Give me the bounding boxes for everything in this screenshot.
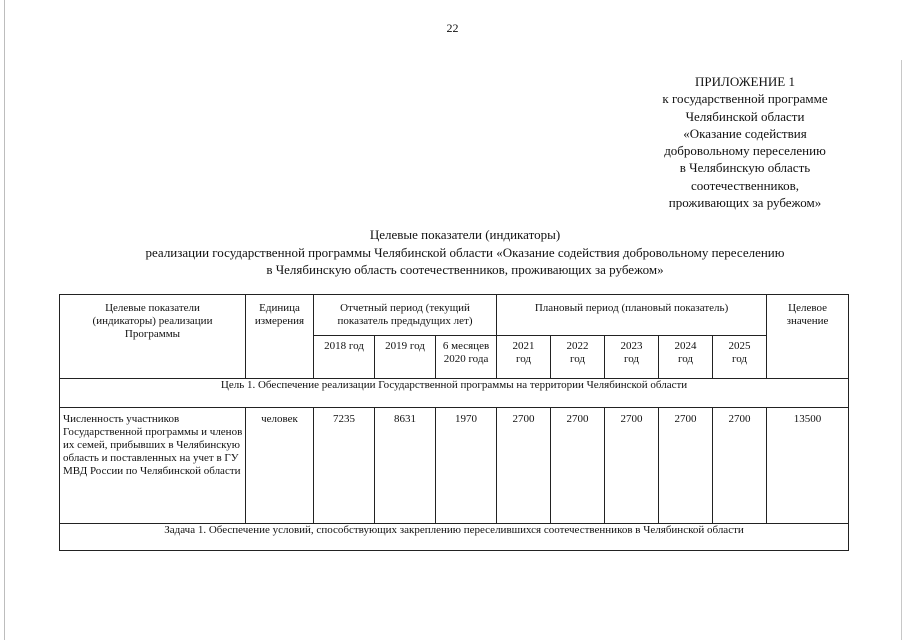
header-indicators <box>60 295 246 379</box>
year-cell: 2021 год <box>497 336 551 379</box>
header-unit <box>246 295 314 379</box>
appendix-line: в Челябинскую область <box>679 160 811 176</box>
appendix-heading: ПРИЛОЖЕНИЕ 1 <box>695 74 795 89</box>
year-cell: 2018 год <box>314 336 375 379</box>
appendix-line: Челябинской области <box>685 108 805 124</box>
indicators-table <box>59 294 849 551</box>
value-cell: 7235 <box>314 408 375 524</box>
page-number: 22 <box>446 21 459 35</box>
header-unit-text: Единица измерения <box>254 302 305 327</box>
target-cell: 13500 <box>767 408 849 524</box>
year-cell: 6 месяцев 2020 года <box>436 336 497 379</box>
indicator-name: Численность участников Государственной программы и членов их семей, прибывших в Челябинскую область и поставленных на учет в ГУ МВД России по Челябинской области <box>60 408 246 524</box>
task-row <box>60 524 849 551</box>
header-indicators-text: Целевые показатели (индикаторы) реализации Программы <box>92 302 213 340</box>
title-line: Целевые показатели (индикаторы) <box>369 227 561 242</box>
header-target-text: Целевое значение <box>786 302 829 327</box>
value-cell: 1970 <box>436 408 497 524</box>
scan-right-edge <box>901 60 902 640</box>
appendix-line: проживающих за рубежом» <box>668 195 822 211</box>
header-reporting-text: Отчетный период (текущий показатель предыдущих лет) <box>337 302 473 327</box>
value-cell: 2700 <box>551 408 605 524</box>
appendix-block <box>600 73 890 211</box>
year-cell: 2024 год <box>659 336 713 379</box>
header-reporting-period <box>314 295 497 336</box>
value-cell: 2700 <box>659 408 713 524</box>
year-cell: 2023 год <box>605 336 659 379</box>
appendix-line: соотечественников, <box>690 177 800 193</box>
year-cell: 2019 год <box>375 336 436 379</box>
header-row <box>60 295 849 336</box>
goal-row <box>60 379 849 408</box>
appendix-line: «Оказание содействия <box>683 125 807 141</box>
document-title <box>40 226 890 279</box>
title-line: реализации государственной программы Челябинской области «Оказание содействия добровольному переселению <box>145 244 785 260</box>
header-target <box>767 295 849 379</box>
value-cell: 8631 <box>375 408 436 524</box>
value-cell: 2700 <box>713 408 767 524</box>
year-cell: 2025 год <box>713 336 767 379</box>
unit-cell: человек <box>246 408 314 524</box>
goal-cell: Цель 1. Обеспечение реализации Государственной программы на территории Челябинской области <box>60 379 849 408</box>
value-cell: 2700 <box>497 408 551 524</box>
scan-left-edge <box>4 0 5 640</box>
header-planned-text: Плановый период (плановый показатель) <box>534 302 729 314</box>
title-line: в Челябинскую область соотечественников, проживающих за рубежом» <box>266 262 664 277</box>
table-row <box>60 408 849 524</box>
year-cell: 2022 год <box>551 336 605 379</box>
appendix-line: к государственной программе <box>662 91 828 107</box>
header-planned-period <box>497 295 767 336</box>
appendix-line: добровольному переселению <box>664 143 826 159</box>
task-cell: Задача 1. Обеспечение условий, способствующих закреплению переселившихся соотечественников в Челябинской области <box>60 524 849 551</box>
value-cell: 2700 <box>605 408 659 524</box>
